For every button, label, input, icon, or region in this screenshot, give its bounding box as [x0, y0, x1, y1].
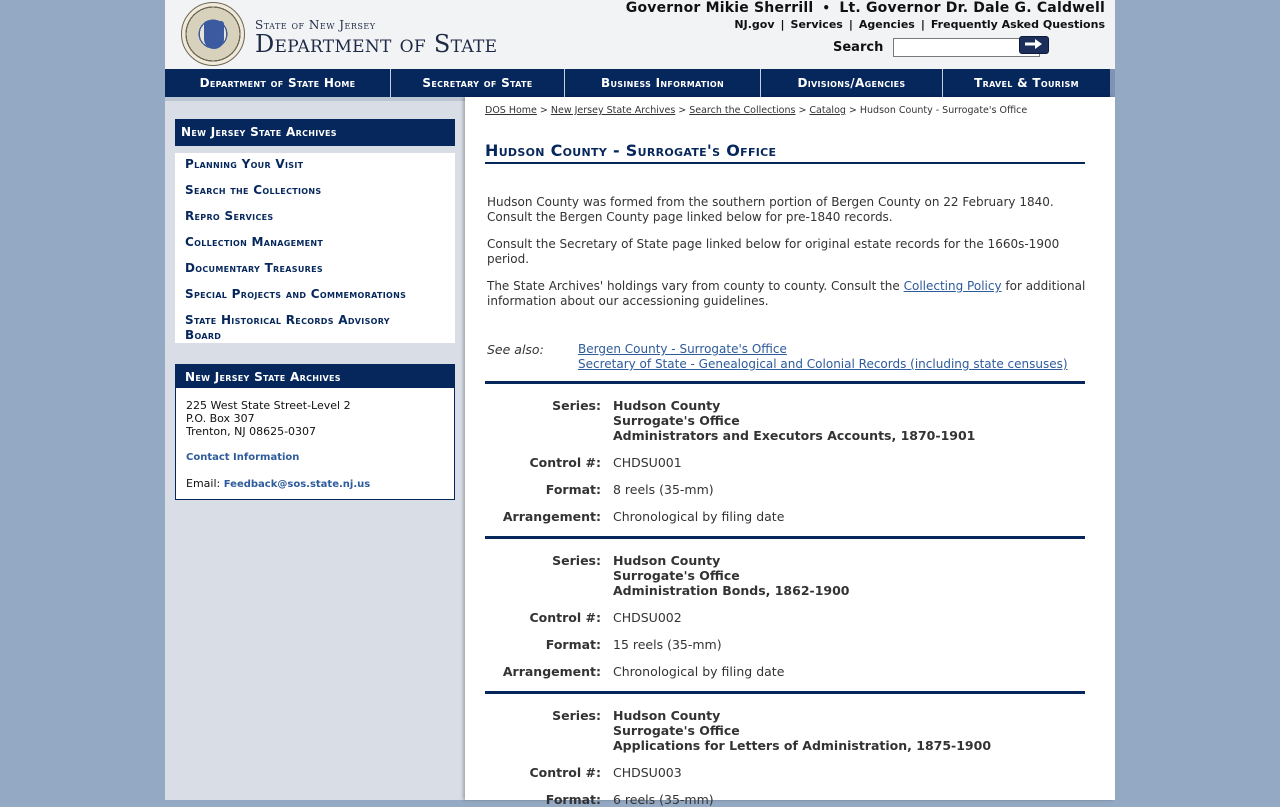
page-title: Hudson County - Surrogate's Office: [485, 141, 1085, 164]
intro-paragraph-2: Consult the Secretary of State page linked below for original estate records for the 1660s-1900 period.: [487, 237, 1060, 266]
nj-seal-logo[interactable]: [181, 2, 245, 66]
sidebar-item-repro-services[interactable]: Repro Services: [185, 209, 274, 223]
util-link-services[interactable]: Services: [790, 18, 843, 31]
breadcrumb-search-collections[interactable]: Search the Collections: [689, 105, 796, 116]
breadcrumb-sep: >: [848, 105, 857, 116]
main-content: [465, 97, 1115, 807]
breadcrumb-sep: >: [539, 105, 548, 116]
breadcrumb-state-archives[interactable]: New Jersey State Archives: [550, 105, 676, 116]
series-value: [613, 553, 850, 598]
address-line-3: Trenton, NJ 08625-0307: [186, 425, 317, 438]
sidebar-title[interactable]: New Jersey State Archives: [175, 119, 455, 146]
contact-information-link[interactable]: Contact Information: [186, 452, 300, 463]
series-office: Surrogate's Office: [613, 568, 740, 583]
contact-box: [175, 364, 455, 500]
intro-paragraph-1: Hudson County was formed from the southern portion of Bergen County on 22 February 1840. Consult the Bergen County page linked below for pre-1840 records.: [487, 195, 1054, 224]
format-label: Format:: [545, 792, 601, 807]
util-link-njgov[interactable]: NJ.gov: [734, 18, 775, 31]
series-label: Series:: [552, 708, 601, 723]
series-county: Hudson County: [613, 553, 721, 568]
utility-links: [734, 18, 1105, 31]
search-label: Search: [833, 40, 884, 55]
email-link[interactable]: Feedback@sos.state.nj.us: [223, 479, 371, 490]
series-county: Hudson County: [613, 708, 721, 723]
record-divider: [485, 536, 1085, 539]
sidebar-item-search-collections[interactable]: Search the Collections: [185, 183, 322, 197]
search-input[interactable]: [893, 38, 1040, 57]
email-label: Email:: [186, 477, 221, 490]
series-label: Series:: [552, 398, 601, 413]
format-label: Format:: [545, 482, 601, 497]
series-title: Administrators and Executors Accounts, 1870-1901: [613, 428, 976, 443]
see-also-secretary-link[interactable]: Secretary of State - Genealogical and Colonial Records (including state censuses): [578, 357, 1068, 371]
site-header: [165, 0, 1115, 69]
nav-travel-tourism[interactable]: Travel & Tourism: [974, 76, 1079, 90]
series-county: Hudson County: [613, 398, 721, 413]
breadcrumb: [485, 105, 1027, 116]
governor-line: [626, 0, 1105, 16]
nav-divisions-agencies[interactable]: Divisions/Agencies: [761, 69, 943, 97]
series-office: Surrogate's Office: [613, 723, 740, 738]
control-label: Control #:: [529, 610, 601, 625]
search-submit-button[interactable]: [1019, 36, 1049, 54]
contact-title: New Jersey State Archives: [176, 365, 454, 388]
sidebar-item-special-projects[interactable]: Special Projects and Commemorations: [185, 287, 407, 301]
lt-governor-name: Lt. Governor Dr. Dale G. Caldwell: [839, 0, 1105, 16]
divider: |: [920, 18, 925, 31]
main-nav: [165, 69, 1115, 97]
sidebar-item-documentary-treasures[interactable]: Documentary Treasures: [185, 261, 323, 275]
address-line-1: 225 West State Street-Level 2: [186, 399, 351, 412]
address-line-2: P.O. Box 307: [186, 412, 255, 425]
series-office: Surrogate's Office: [613, 413, 740, 428]
arrow-right-icon: [1024, 38, 1044, 50]
sidebar-section-header: [175, 119, 455, 146]
control-label: Control #:: [529, 455, 601, 470]
breadcrumb-catalog[interactable]: Catalog: [809, 105, 846, 116]
sidebar-item-collection-management[interactable]: Collection Management: [185, 235, 324, 249]
see-also-label: See also:: [487, 342, 544, 357]
series-value: [613, 398, 975, 443]
page-frame: [165, 0, 1115, 807]
divider: |: [780, 18, 785, 31]
brand-state-name[interactable]: State of New Jersey: [255, 18, 376, 32]
format-value: 15 reels (35-mm): [613, 637, 722, 652]
control-label: Control #:: [529, 765, 601, 780]
util-link-agencies[interactable]: Agencies: [858, 18, 915, 31]
para3-text-post: for additional information about our accessioning guidelines.: [487, 279, 1086, 308]
breadcrumb-current: Hudson County - Surrogate's Office: [859, 105, 1028, 116]
collecting-policy-link[interactable]: Collecting Policy: [903, 279, 1002, 293]
format-value: 6 reels (35-mm): [613, 792, 714, 807]
series-title: Applications for Letters of Administration, 1875-1900: [613, 738, 992, 753]
control-value: CHDSU001: [613, 455, 682, 470]
format-value: 8 reels (35-mm): [613, 482, 714, 497]
intro-paragraph-3: [487, 279, 1087, 309]
breadcrumb-dos-home[interactable]: DOS Home: [485, 105, 537, 116]
series-label: Series:: [552, 553, 601, 568]
nav-dos-home[interactable]: Department of State Home: [165, 69, 391, 97]
sidebar-item-planning[interactable]: Planning Your Visit: [185, 157, 304, 171]
record-divider: [485, 381, 1085, 384]
nav-business-information[interactable]: Business Information: [565, 69, 761, 97]
arrangement-value: Chronological by filing date: [613, 509, 785, 524]
see-also-bergen-link[interactable]: Bergen County - Surrogate's Office: [578, 342, 787, 356]
series-value: [613, 708, 991, 753]
arrangement-label: Arrangement:: [502, 664, 601, 679]
contact-body: [176, 388, 454, 491]
control-value: CHDSU002: [613, 610, 682, 625]
para3-text-pre: The State Archives' holdings vary from county to county. Consult the: [487, 279, 904, 293]
nav-secretary-of-state[interactable]: Secretary of State: [391, 69, 565, 97]
arrangement-value: Chronological by filing date: [613, 664, 785, 679]
format-label: Format:: [545, 637, 601, 652]
see-also-links: [578, 342, 1068, 372]
arrangement-label: Arrangement:: [502, 509, 601, 524]
bullet-separator: •: [822, 1, 831, 15]
series-title: Administration Bonds, 1862-1900: [613, 583, 850, 598]
governor-name: Governor Mikie Sherrill: [625, 0, 814, 16]
divider: |: [848, 18, 853, 31]
breadcrumb-sep: >: [678, 105, 687, 116]
util-link-faq[interactable]: Frequently Asked Questions: [930, 18, 1105, 31]
brand-department-name[interactable]: Department of State: [255, 30, 498, 58]
sidebar-item-shrab[interactable]: State Historical Records Advisory Board: [185, 313, 390, 342]
control-value: CHDSU003: [613, 765, 682, 780]
breadcrumb-sep: >: [798, 105, 807, 116]
record-divider: [485, 691, 1085, 694]
sidebar-menu: [175, 153, 455, 343]
